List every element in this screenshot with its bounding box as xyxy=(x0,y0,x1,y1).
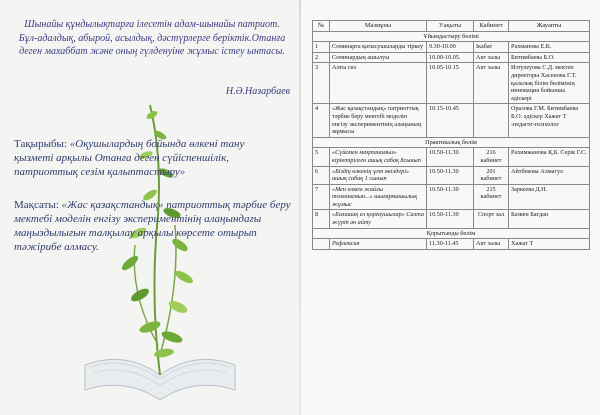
table-row xyxy=(313,184,590,210)
row-room: 216 кабинет xyxy=(474,148,509,166)
table-row xyxy=(313,104,590,137)
row-number: 3 xyxy=(313,63,330,104)
row-responsible: Оразова Г.М. Битимбаева Б.О. әдіскер Хажат Т -педагог-психолог xyxy=(509,104,590,137)
row-room: Ікабат xyxy=(474,42,509,53)
row-content: Алғы сөз xyxy=(330,63,427,104)
table-row xyxy=(313,42,590,53)
goal-block xyxy=(14,198,294,254)
table-row xyxy=(313,52,590,63)
row-content: «Біздің өлкенің ұлт өкілдері» ашық сабақ 1 сынып xyxy=(330,166,427,184)
goal-label: Мақсаты: xyxy=(14,199,59,211)
topic-block xyxy=(14,137,284,179)
row-number: 4 xyxy=(313,104,330,137)
row-time: 10.00-10.05. xyxy=(427,52,474,63)
row-time: 10.50-11.30 xyxy=(427,210,474,228)
row-number: 6 xyxy=(313,166,330,184)
row-room xyxy=(474,104,509,137)
row-room: 201 кабинет xyxy=(474,166,509,184)
row-time: 10.05-10.15 xyxy=(427,63,474,104)
header-time: Уақыты xyxy=(427,21,474,32)
row-number xyxy=(313,239,330,250)
row-time: 9.30-10.00 xyxy=(427,42,474,53)
header-room: Кабинет xyxy=(474,21,509,32)
row-number: 8 xyxy=(313,210,330,228)
row-content: «Сүйемен мақтанамыз» кіріктірілген ашық сабақ 8сынып xyxy=(330,148,427,166)
schedule-table xyxy=(312,20,590,250)
table-row xyxy=(313,148,590,166)
header-content: Мазмұны xyxy=(330,21,427,32)
row-responsible: Айтбекова Алмагул xyxy=(509,166,590,184)
row-responsible: Хажат Т xyxy=(509,239,590,250)
row-content: «Мен өлкем жайлы толғанамын...» шығармашылық жұмыс xyxy=(330,184,427,210)
row-responsible: Рахимжанова Қ.Б. Серік Г.С. xyxy=(509,148,590,166)
row-time: 10.15-10.45 xyxy=(427,104,474,137)
row-time: 10.50-11.30 xyxy=(427,148,474,166)
row-number: 2 xyxy=(313,52,330,63)
row-content: Семинарға қатысушыларды тіркеу xyxy=(330,42,427,53)
row-responsible: Базкен Бағдан xyxy=(509,210,590,228)
section-org: Ұйымдастыру бөлімі xyxy=(313,31,590,42)
row-responsible: Изтулеуова С.Д. мектеп директоры Хасенова Г.Т. қалалық білім бөлімінің инновация бойынша әдіскері xyxy=(509,63,590,104)
header-number: № xyxy=(313,21,330,32)
row-content: «Болашақ ел қорғаушылар» Салта жүріп ән айту xyxy=(330,210,427,228)
table-row xyxy=(313,210,590,228)
table-row xyxy=(313,166,590,184)
row-responsible: Заркеева Д.Н. xyxy=(509,184,590,210)
section-final: Қорытынды бөлім xyxy=(313,228,590,239)
row-content: Семинардың ашылуы xyxy=(330,52,427,63)
row-responsible: Битимбаева Б.О. xyxy=(509,52,590,63)
row-number: 5 xyxy=(313,148,330,166)
row-room: Акт залы xyxy=(474,63,509,104)
row-responsible: Рахманова Е.К. xyxy=(509,42,590,53)
row-room: Спорт зал xyxy=(474,210,509,228)
topic-label: Тақырыбы: xyxy=(14,138,67,150)
row-room: Акт залы xyxy=(474,239,509,250)
row-content: Рефлексия xyxy=(330,239,427,250)
row-room: Акт залы xyxy=(474,52,509,63)
row-number: 1 xyxy=(313,42,330,53)
row-time: 11.30-11.45 xyxy=(427,239,474,250)
header-responsible: Жауапты xyxy=(509,21,590,32)
row-number: 7 xyxy=(313,184,330,210)
row-time: 10.50-11.30 xyxy=(427,184,474,210)
goal-text: «Жас қазақстандық» патриоттық тәрбие беру мектебі моделін енгізу экспериментінің алаңындағы маңыздылығын талқылау арқылы көрсете отырып тәжірибе алмасу. xyxy=(14,199,291,253)
table-row xyxy=(313,239,590,250)
table-row xyxy=(313,63,590,104)
quote-author: Н.Ә.Назарбаев xyxy=(225,86,290,97)
row-content: «Жас қазақстандық» патриоттық тәрбие беру мектебі моделін енгізу экспериментінің алаңының жұмысы xyxy=(330,104,427,137)
section-practice: Практикалық бөлім xyxy=(313,137,590,148)
table-header-row xyxy=(313,21,590,32)
topic-text: «Оқушылардың бойында өлкені тану қызметі арқылы Отанға деген сүйіспеншілік, патриоттық сезім қалыптастыру» xyxy=(14,138,245,178)
row-room: 215 кабинет xyxy=(474,184,509,210)
epigraph-quote: Шынайы құндылықтарға ілесетін адам-шынайы патриот. Бұл-адалдық, абырой, асылдық, дәстүрлерге беріктік.Отанға деген махаббат және оның гүлденуіне жұмыс істеу ынтасы. xyxy=(18,19,286,57)
row-time: 10.50-11.30 xyxy=(427,166,474,184)
